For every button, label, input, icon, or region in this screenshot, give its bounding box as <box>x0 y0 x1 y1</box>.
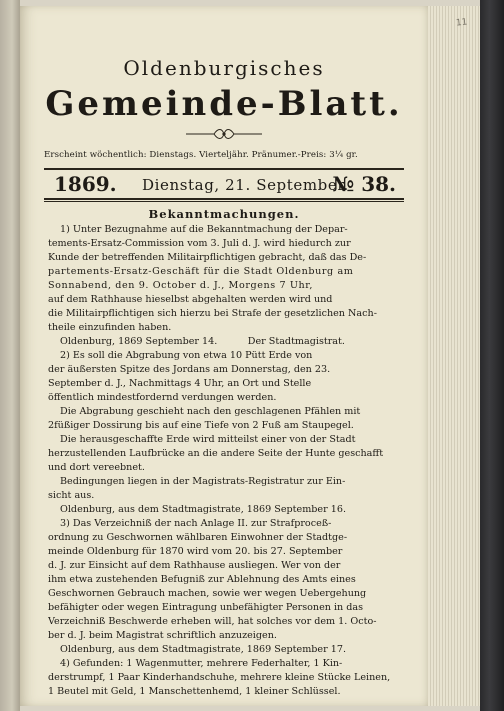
text-line: und dort vereebnet. <box>48 462 145 473</box>
ornament-divider <box>184 128 264 140</box>
issue-line <box>44 172 404 196</box>
text-line: ber d. J. beim Magistrat schriftlich anzuzeigen. <box>48 630 277 641</box>
text-line: derstrumpf, 1 Paar Kinderhandschuhe, mehrere kleine Stücke Leinen, <box>48 672 391 683</box>
issue-year: 1869. <box>54 172 117 196</box>
masthead-subtitle: Oldenburgisches <box>123 56 325 80</box>
text-line: Oldenburg, 1869 September 14. Der Stadtmagistrat. <box>60 336 345 347</box>
rule-top <box>44 168 404 170</box>
rule-bottom <box>44 198 404 200</box>
text-line: öffentlich mindestfordernd verdungen werden. <box>48 392 277 403</box>
subscription-info: Erscheint wöchentlich: Dienstags. Vierteljähr. Pränumer.-Preis: 3¼ gr. <box>44 150 358 160</box>
text-line: Oldenburg, aus dem Stadtmagistrate, 1869 September 16. <box>60 504 346 515</box>
text-line: partements-Ersatz-Geschäft für die Stadt Oldenburg am <box>48 266 354 277</box>
issue-date: Dienstag, 21. September. <box>142 176 349 194</box>
text-line: theile einzufinden haben. <box>48 322 172 333</box>
text-line: befähigter oder wegen Eintragung unbefähigter Personen in das <box>48 602 364 613</box>
section-heading: Bekanntmachungen. <box>148 207 300 221</box>
text-line: Kunde der betreffenden Militairpflichtigen gebracht, daß das De- <box>48 252 367 263</box>
masthead-title: Gemeinde-Blatt. <box>45 84 403 124</box>
text-line: Die herausgeschaffte Erde wird mitteilst einer von der Stadt <box>60 434 356 445</box>
issue-number: № 38. <box>332 172 396 196</box>
text-line: ordnung zu Geschwornen wählbaren Einwohner der Stadtge- <box>48 532 348 543</box>
text-line: sicht aus. <box>48 490 95 501</box>
text-line: September d. J., Nachmittags 4 Uhr, an Ort und Stelle <box>48 378 312 389</box>
margin-note: 11 <box>455 17 468 29</box>
rule-bottom-thin <box>44 201 404 202</box>
text-line: Geschwornen Gebrauch machen, sowie wer wegen Uebergehung <box>48 588 367 599</box>
text-line: 2) Es soll die Abgrabung von etwa 10 Pütt Erde von <box>60 350 313 361</box>
text-line: Bedingungen liegen in der Magistrats-Registratur zur Ein- <box>60 476 346 487</box>
text-line: tements-Ersatz-Commission vom 3. Juli d. J. wird hiedurch zur <box>48 238 351 249</box>
book-binding-left <box>0 0 20 711</box>
text-line: die Militairpflichtigen sich hierzu bei Strafe der gesetzlichen Nach- <box>48 308 377 319</box>
text-line: d. J. zur Einsicht auf dem Rathhause ausliegen. Wer von der <box>48 560 341 571</box>
text-line: 1) Unter Bezugnahme auf die Bekanntmachung der Depar- <box>60 224 348 235</box>
text-line: herzustellenden Laufbrücke an die andere Seite der Hunte geschafft <box>48 448 384 459</box>
text-line: der äußersten Spitze des Jordans am Donnerstag, den 23. <box>48 364 331 375</box>
text-line: Sonnabend, den 9. October d. J., Morgens 7 Uhr, <box>48 280 314 291</box>
text-line: 1 Beutel mit Geld, 1 Manschettenhemd, 1 kleiner Schlüssel. <box>48 686 341 697</box>
text-line: Die Abgrabung geschieht nach den geschlagenen Pfählen mit <box>60 406 361 417</box>
text-line: 3) Das Verzeichniß der nach Anlage II. zur Strafproceß- <box>60 518 332 529</box>
text-line: 4) Gefunden: 1 Wagenmutter, mehrere Federhalter, 1 Kin- <box>60 658 343 669</box>
text-line: 2füßiger Dossirung bis auf eine Tiefe von 2 Fuß am Staupegel. <box>48 420 354 431</box>
text-line: auf dem Rathhause hieselbst abgehalten werden wird und <box>48 294 333 305</box>
text-line: meinde Oldenburg für 1870 wird vom 20. bis 27. September <box>48 546 343 557</box>
text-line: Verzeichniß Beschwerde erheben will, hat solches vor dem 1. Octo- <box>48 616 377 627</box>
text-line: Oldenburg, aus dem Stadtmagistrate, 1869 September 17. <box>60 644 346 655</box>
book-cover-right <box>480 0 504 711</box>
text-line: ihm etwa zustehenden Befugniß zur Ablehnung des Amts eines <box>48 574 356 585</box>
page-edges <box>428 6 480 706</box>
